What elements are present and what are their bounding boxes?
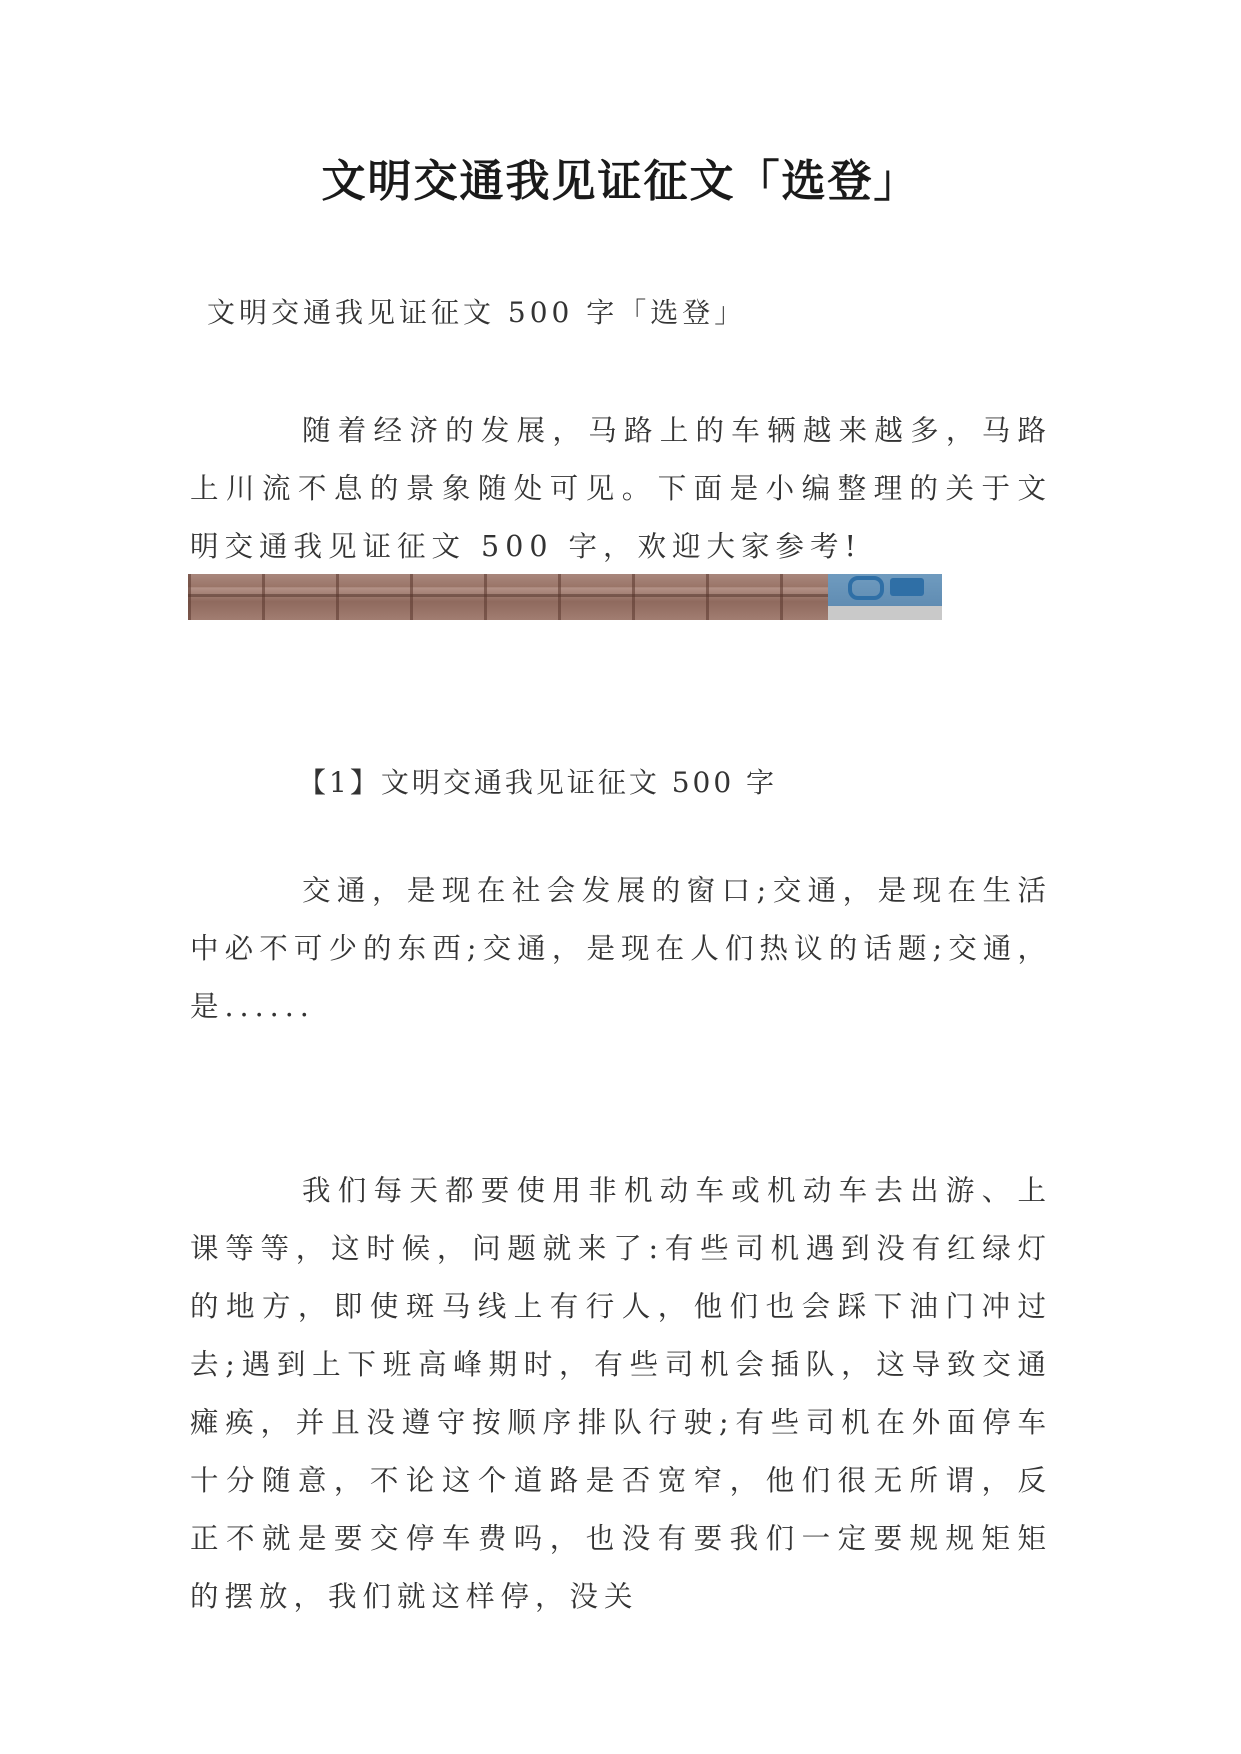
body-paragraph-1: 交通，是现在社会发展的窗口;交通，是现在生活中必不可少的东西;交通，是现在人们热议的话题;交通，是......	[190, 874, 1052, 1023]
section-heading: 【1】文明交通我见证征文 500 字	[298, 766, 778, 799]
document-subtitle: 文明交通我见证征文 500 字「选登」	[207, 296, 747, 329]
pavement	[828, 606, 942, 620]
brick-wall	[188, 594, 828, 597]
body-paragraph-2: 我们每天都要使用非机动车或机动车去出游、上课等等，这时候，问题就来了:有些司机遇到没有红绿灯的地方，即使斑马线上有行人，他们也会踩下油门冲过去;遇到上下班高峰期时，有些司机会插队，这导致交通瘫痪，并且没遵守按顺序排队行驶;有些司机在外面停车十分随意，不论这个道路是否宽窄，他们很无所谓，反正不就是要交停车费吗，也没有要我们一定要规规矩矩的摆放，我们就这样停，没关	[190, 1174, 1052, 1613]
intro-paragraph: 随着经济的发展，马路上的车辆越来越多，马路上川流不息的景象随处可见。下面是小编整理的关于文明交通我见证征文 500 字，欢迎大家参考!	[190, 414, 1052, 563]
banner-image	[188, 574, 942, 620]
document-title: 文明交通我见证征文「选登」	[321, 156, 920, 207]
sign-text-block	[890, 578, 924, 596]
sign-logo-icon	[848, 576, 884, 600]
